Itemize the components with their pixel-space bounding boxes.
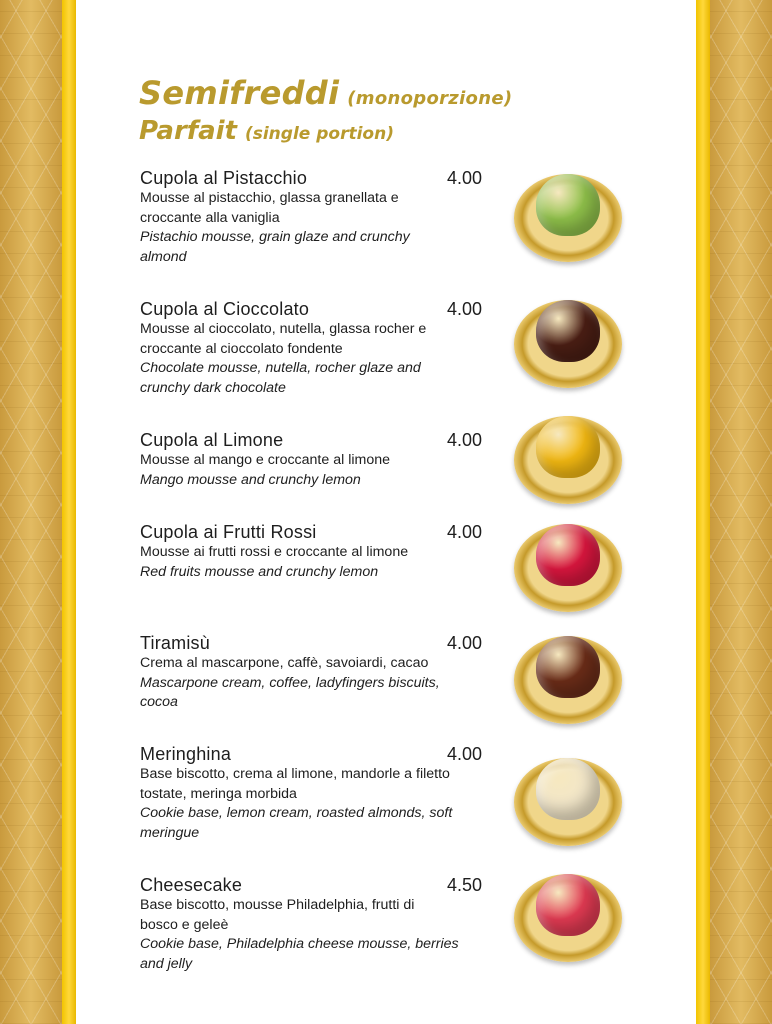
menu-item: [140, 743, 485, 843]
item-description-english: Pistachio mousse, grain glaze and crunchy almond: [140, 229, 410, 265]
item-price: 4.00: [446, 430, 482, 450]
item-name: Cupola al Limone: [140, 430, 284, 450]
menu-item: [140, 298, 485, 398]
menu-item: [140, 167, 485, 267]
dessert-image: [536, 636, 600, 698]
dessert-image: [536, 758, 600, 820]
item-name: Cupola al Pistacchio: [140, 168, 308, 188]
subtitle-english-text: (single portion): [244, 124, 394, 144]
item-description-english: Cookie base, lemon cream, roasted almonds, soft meringue: [140, 805, 453, 841]
item-price: 4.00: [446, 522, 482, 542]
item-photo: [514, 752, 622, 848]
item-price: 4.00: [446, 744, 482, 764]
title-english-text: Parfait: [139, 116, 237, 146]
left-gold-stripe: [62, 0, 76, 1024]
item-price: 4.00: [446, 633, 482, 653]
item-name: Cupola al Cioccolato: [140, 299, 310, 319]
right-pattern-border: [710, 0, 772, 1024]
menu-title-english: [139, 116, 394, 146]
item-description-english: Mango mousse and crunchy lemon: [140, 471, 361, 488]
item-photo: [514, 630, 622, 726]
item-description-english: Chocolate mousse, nutella, rocher glaze and crunchy dark chocolate: [140, 360, 421, 396]
item-photo: [514, 410, 622, 506]
item-price: 4.00: [446, 299, 482, 319]
item-description-italian: Mousse al pistacchio, glassa granellata e croccante alla vaniglia: [140, 190, 399, 226]
item-description-italian: Mousse al mango e croccante al limone: [140, 452, 390, 468]
menu-title-italian: [139, 74, 512, 112]
item-description-italian: Base biscotto, mousse Philadelphia, frutti di bosco e geleè: [140, 897, 415, 933]
left-pattern-border: [0, 0, 62, 1024]
menu-item: [140, 521, 485, 582]
item-name: Meringhina: [140, 744, 232, 764]
item-description-italian: Crema al mascarpone, caffè, savoiardi, cacao: [140, 655, 429, 671]
item-price: 4.50: [446, 875, 482, 895]
item-name: Cheesecake: [140, 875, 243, 895]
dessert-image: [536, 174, 600, 236]
subtitle-italian-text: (monoporzione): [347, 88, 513, 109]
right-gold-stripe: [696, 0, 710, 1024]
item-name: Cupola ai Frutti Rossi: [140, 522, 317, 542]
item-price: 4.00: [446, 168, 482, 188]
item-photo: [514, 518, 622, 614]
dessert-image: [536, 524, 600, 586]
menu-item: [140, 429, 485, 490]
item-description-english: Cookie base, Philadelphia cheese mousse, berries and jelly: [140, 936, 459, 972]
item-photo: [514, 168, 622, 264]
menu-item: [140, 874, 485, 974]
item-photo: [514, 868, 622, 964]
dessert-image: [536, 874, 600, 936]
item-description-italian: Mousse ai frutti rossi e croccante al limone: [140, 544, 409, 560]
title-italian-text: Semifreddi: [139, 74, 340, 112]
dessert-image: [536, 416, 600, 478]
item-description-english: Mascarpone cream, coffee, ladyfingers biscuits, cocoa: [140, 674, 440, 710]
item-description-italian: Mousse al cioccolato, nutella, glassa rocher e croccante al cioccolato fondente: [140, 321, 427, 357]
menu-item: [140, 632, 485, 713]
item-photo: [514, 294, 622, 390]
item-description-english: Red fruits mousse and crunchy lemon: [140, 563, 379, 580]
item-description-italian: Base biscotto, crema al limone, mandorle a filetto tostate, meringa morbida: [140, 766, 450, 802]
item-name: Tiramisù: [140, 633, 210, 653]
dessert-image: [536, 300, 600, 362]
